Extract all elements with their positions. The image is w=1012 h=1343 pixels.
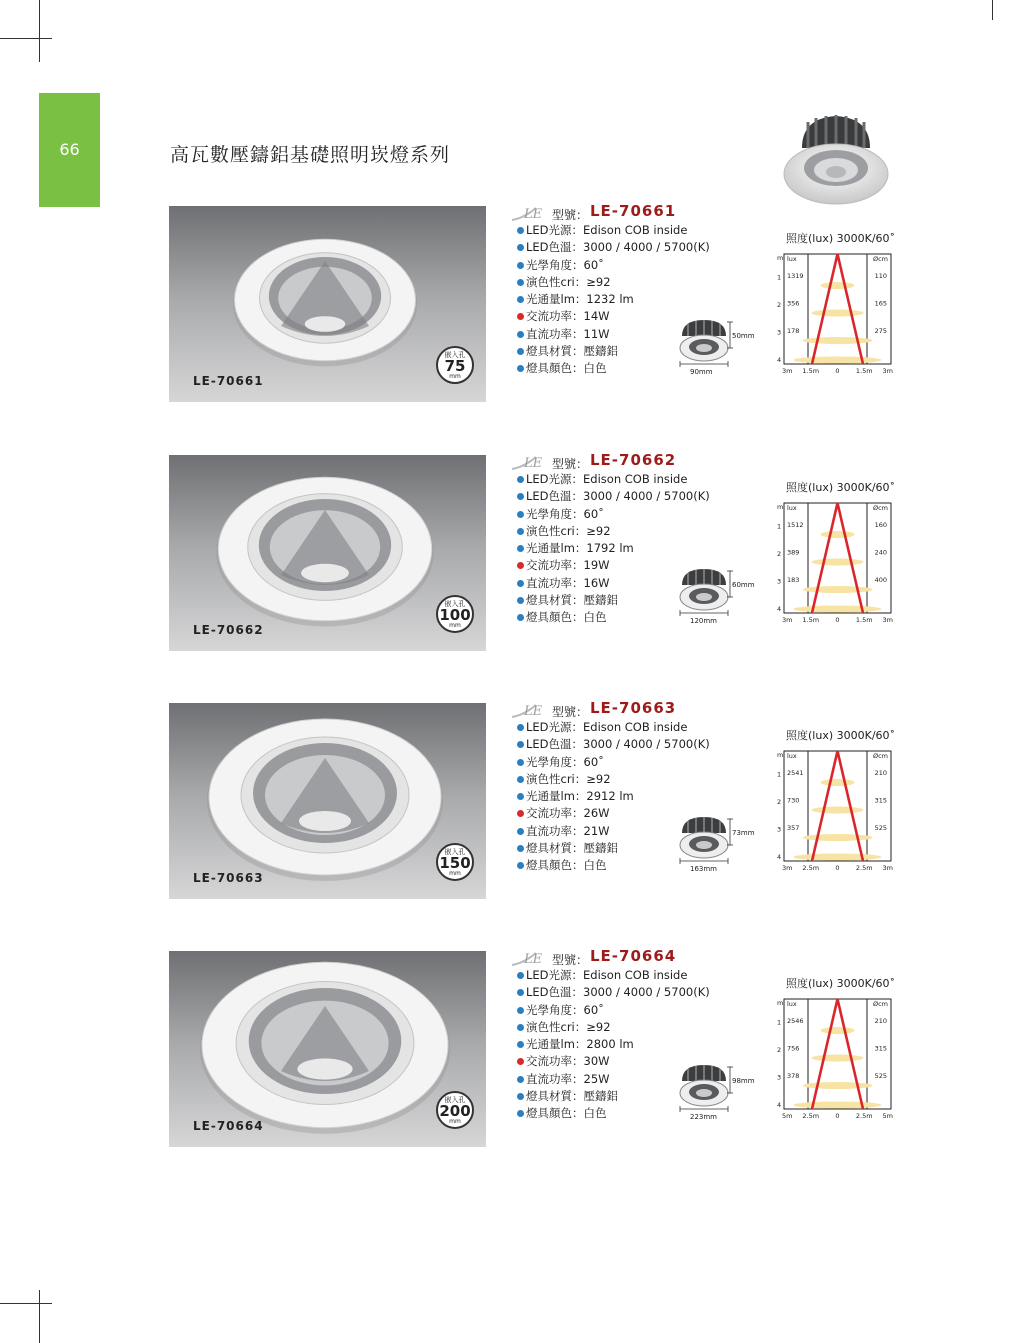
- product-card: [0, 699, 1012, 903]
- y-tick-label: 4: [777, 1101, 782, 1109]
- le-logo-icon: [510, 947, 554, 969]
- light-band: [821, 779, 855, 786]
- dim-height: 98mm: [732, 1077, 755, 1085]
- photo-model-label: LE-70663: [193, 871, 264, 885]
- x-tick-label: 2.5m: [802, 1112, 820, 1120]
- lux-value: 378: [787, 1071, 800, 1080]
- cutout-size-badge: [436, 595, 474, 633]
- illuminance-chart-title: 照度(lux) 3000K/60˚: [786, 729, 896, 742]
- svg-text:LE: LE: [524, 952, 543, 967]
- lux-value: 1319: [787, 271, 804, 280]
- chart-frame: [784, 254, 891, 364]
- bullet-icon: [517, 1093, 524, 1100]
- bullet-icon: [517, 1076, 524, 1083]
- spec-cri: 演色性cri：≥92: [517, 771, 710, 788]
- spec-lumen: 光通量lm：2800 lm: [517, 1036, 710, 1053]
- le-logo-icon: [510, 699, 554, 721]
- photo-model-label: LE-70661: [193, 374, 264, 388]
- bullet-icon: [517, 597, 524, 604]
- bullet-icon: [517, 972, 524, 979]
- y-tick-label: 1: [777, 522, 782, 531]
- x-tick-label: 5m: [882, 1112, 893, 1120]
- cutout-size-badge: [436, 843, 474, 881]
- crop-mark-bottom-left-h: [0, 1303, 52, 1304]
- cutout-size: 150: [439, 854, 471, 872]
- y-tick-label: 3: [777, 328, 782, 337]
- y-tick-label: 4: [777, 853, 782, 861]
- product-photo: [169, 703, 486, 899]
- y-tick-label: 3: [777, 1073, 782, 1082]
- bullet-icon: [517, 365, 524, 372]
- y-tick-label: 2: [777, 301, 782, 309]
- product-card: [0, 451, 1012, 655]
- spec-source: LED光源：Edison COB inside: [517, 222, 710, 239]
- bullet-icon: [517, 614, 524, 621]
- y-tick-label: 1: [777, 273, 782, 282]
- illuminance-chart-title: 照度(lux) 3000K/60˚: [786, 977, 896, 990]
- x-tick-label: 3m: [882, 864, 893, 872]
- bullet-icon: [517, 1024, 524, 1031]
- y-unit-label: m: [777, 999, 784, 1007]
- cutout-unit: mm: [449, 1118, 461, 1125]
- dim-width: 163mm: [690, 865, 717, 873]
- y-tick-label: 4: [777, 356, 782, 364]
- spec-cri: 演色性cri：≥92: [517, 1019, 710, 1036]
- light-band: [812, 310, 864, 317]
- bullet-icon: [517, 476, 524, 483]
- bullet-icon: [517, 348, 524, 355]
- spec-ac-power: 交流功率：14W: [517, 308, 710, 325]
- light-band: [821, 1027, 855, 1034]
- cutout-size: 75: [444, 357, 466, 375]
- lux-header: lux: [787, 504, 797, 512]
- x-tick-label: 0: [835, 864, 840, 872]
- cutout-size-badge: [436, 1091, 474, 1129]
- lux-value: 756: [787, 1044, 800, 1053]
- svg-text:LE: LE: [524, 456, 543, 471]
- x-tick-label: 3m: [782, 616, 793, 624]
- product-card: [0, 202, 1012, 406]
- spec-cct: LED色溫：3000 / 4000 / 5700(K): [517, 984, 710, 1001]
- diameter-value: 525: [874, 1071, 887, 1080]
- y-tick-label: 1: [777, 770, 782, 779]
- bullet-icon: [517, 511, 524, 518]
- spec-source: LED光源：Edison COB inside: [517, 967, 710, 984]
- spec-color: 燈具顏色：白色: [517, 857, 710, 874]
- lux-header: lux: [787, 752, 797, 760]
- x-tick-label: 3m: [782, 864, 793, 872]
- cutout-label: 嵌入孔: [444, 351, 466, 359]
- x-tick-label: 1.5m: [802, 616, 820, 624]
- diameter-value: 165: [874, 299, 887, 308]
- x-tick-label: 2.5m: [855, 1112, 873, 1120]
- light-band: [803, 337, 873, 344]
- bullet-icon: [517, 1041, 524, 1048]
- product-photo: [169, 951, 486, 1147]
- spec-material: 燈具材質：壓鑄鋁: [517, 840, 710, 857]
- cutout-unit: mm: [449, 870, 461, 877]
- spec-ac-power: 交流功率：26W: [517, 805, 710, 822]
- illuminance-chart-title: 照度(lux) 3000K/60˚: [786, 232, 896, 245]
- dimension-drawing: [676, 567, 766, 627]
- crop-mark-top-right-v: [992, 0, 993, 20]
- light-band: [812, 807, 864, 814]
- lux-value: 183: [787, 575, 800, 584]
- spec-cri: 演色性cri：≥92: [517, 274, 710, 291]
- bullet-icon: [517, 759, 524, 766]
- diameter-value: 275: [874, 326, 887, 335]
- spec-dc-power: 直流功率：16W: [517, 575, 710, 592]
- dim-width: 223mm: [690, 1113, 717, 1121]
- lux-header: lux: [787, 255, 797, 263]
- spec-color: 燈具顏色：白色: [517, 609, 710, 626]
- x-tick-label: 0: [835, 616, 840, 624]
- x-tick-label: 1.5m: [855, 616, 873, 624]
- bullet-icon: [517, 580, 524, 587]
- model-label: 型號：: [552, 953, 589, 967]
- product-hero-photo: [780, 108, 892, 208]
- light-band: [812, 559, 864, 566]
- bullet-icon: [517, 331, 524, 338]
- model-label: 型號：: [552, 457, 589, 471]
- cutout-size: 100: [439, 606, 471, 624]
- spec-material: 燈具材質：壓鑄鋁: [517, 592, 710, 609]
- spec-dc-power: 直流功率：21W: [517, 823, 710, 840]
- bullet-icon: [517, 724, 524, 731]
- chart-frame: [784, 999, 891, 1109]
- spec-cct: LED色溫：3000 / 4000 / 5700(K): [517, 736, 710, 753]
- dim-height: 50mm: [732, 332, 755, 340]
- x-tick-label: 0: [835, 367, 840, 375]
- y-tick-label: 1: [777, 1018, 782, 1027]
- spec-angle: 光學角度：60˚: [517, 506, 710, 523]
- illuminance-chart: [775, 743, 901, 875]
- bullet-icon: [517, 528, 524, 535]
- bullet-red-icon: [517, 1058, 524, 1065]
- model-label: 型號：: [552, 208, 589, 222]
- bullet-icon: [517, 862, 524, 869]
- light-band: [794, 854, 882, 861]
- spec-material: 燈具材質：壓鑄鋁: [517, 343, 710, 360]
- spec-material: 燈具材質：壓鑄鋁: [517, 1088, 710, 1105]
- model-code: LE-70663: [590, 699, 677, 717]
- illuminance-chart: [775, 495, 901, 627]
- y-tick-label: 3: [777, 577, 782, 586]
- illuminance-chart: [775, 246, 901, 378]
- product-photo: [169, 455, 486, 651]
- y-tick-label: 3: [777, 825, 782, 834]
- dimension-drawing: [676, 815, 766, 875]
- x-tick-label: 3m: [782, 367, 793, 375]
- bullet-icon: [517, 1110, 524, 1117]
- light-band: [821, 531, 855, 538]
- diameter-value: 315: [874, 796, 887, 805]
- product-photo: [169, 206, 486, 402]
- bullet-red-icon: [517, 810, 524, 817]
- light-band: [803, 586, 873, 593]
- bullet-icon: [517, 793, 524, 800]
- diameter-header: Øcm: [872, 1000, 888, 1008]
- bullet-icon: [517, 227, 524, 234]
- page-number: 66: [59, 140, 80, 159]
- diameter-value: 400: [874, 575, 887, 584]
- bullet-icon: [517, 493, 524, 500]
- x-tick-label: 2.5m: [802, 864, 820, 872]
- x-tick-label: 2.5m: [855, 864, 873, 872]
- light-band: [821, 282, 855, 289]
- le-logo-icon: [510, 451, 554, 473]
- spec-cct: LED色溫：3000 / 4000 / 5700(K): [517, 239, 710, 256]
- cutout-label: 嵌入孔: [444, 848, 466, 856]
- cutout-label: 嵌入孔: [444, 1096, 466, 1104]
- chart-frame: [784, 751, 891, 861]
- spec-source: LED光源：Edison COB inside: [517, 471, 710, 488]
- model-label: 型號：: [552, 705, 589, 719]
- diameter-header: Øcm: [872, 752, 888, 760]
- bullet-icon: [517, 741, 524, 748]
- dim-height: 60mm: [732, 581, 755, 589]
- light-band: [803, 834, 873, 841]
- dim-width: 120mm: [690, 617, 717, 625]
- diameter-value: 525: [874, 823, 887, 832]
- y-tick-label: 2: [777, 1046, 782, 1054]
- x-tick-label: 1.5m: [855, 367, 873, 375]
- bullet-icon: [517, 845, 524, 852]
- spec-lumen: 光通量lm：1792 lm: [517, 540, 710, 557]
- cutout-size-badge: [436, 346, 474, 384]
- spec-angle: 光學角度：60˚: [517, 1002, 710, 1019]
- svg-text:LE: LE: [524, 207, 543, 222]
- bullet-icon: [517, 545, 524, 552]
- bullet-icon: [517, 279, 524, 286]
- svg-text:LE: LE: [524, 704, 543, 719]
- spec-color: 燈具顏色：白色: [517, 1105, 710, 1122]
- cutout-unit: mm: [449, 373, 461, 380]
- lux-value: 2546: [787, 1016, 804, 1025]
- bullet-icon: [517, 296, 524, 303]
- diameter-header: Øcm: [872, 504, 888, 512]
- dim-height: 73mm: [732, 829, 755, 837]
- spec-lumen: 光通量lm：2912 lm: [517, 788, 710, 805]
- bullet-icon: [517, 989, 524, 996]
- spec-color: 燈具顏色：白色: [517, 360, 710, 377]
- photo-model-label: LE-70662: [193, 623, 264, 637]
- crop-mark-top-left-v: [39, 0, 40, 62]
- diameter-value: 210: [874, 1016, 887, 1025]
- illuminance-chart: [775, 991, 901, 1123]
- product-card: [0, 947, 1012, 1151]
- diameter-value: 160: [874, 520, 887, 529]
- lux-value: 356: [787, 299, 800, 308]
- spec-angle: 光學角度：60˚: [517, 257, 710, 274]
- lux-value: 2541: [787, 768, 804, 777]
- bullet-icon: [517, 244, 524, 251]
- spec-source: LED光源：Edison COB inside: [517, 719, 710, 736]
- bullet-red-icon: [517, 313, 524, 320]
- dim-width: 90mm: [690, 368, 713, 376]
- y-tick-label: 4: [777, 605, 782, 613]
- x-tick-label: 3m: [882, 367, 893, 375]
- cutout-unit: mm: [449, 622, 461, 629]
- x-tick-label: 1.5m: [802, 367, 820, 375]
- y-unit-label: m: [777, 254, 784, 262]
- model-code: LE-70664: [590, 947, 677, 965]
- cutout-label: 嵌入孔: [444, 600, 466, 608]
- light-band: [812, 1055, 864, 1062]
- crop-mark-bottom-left-v: [39, 1290, 40, 1343]
- spec-ac-power: 交流功率：19W: [517, 557, 710, 574]
- dimension-drawing: [676, 318, 766, 378]
- spec-ac-power: 交流功率：30W: [517, 1053, 710, 1070]
- page-number-tab: [39, 93, 100, 207]
- light-band: [794, 357, 882, 364]
- spec-angle: 光學角度：60˚: [517, 754, 710, 771]
- page-title: 高瓦數壓鑄鋁基礎照明崁燈系列: [170, 144, 451, 166]
- spec-cri: 演色性cri：≥92: [517, 523, 710, 540]
- bullet-icon: [517, 262, 524, 269]
- light-band: [794, 1102, 882, 1109]
- light-band: [803, 1082, 873, 1089]
- model-code: LE-70661: [590, 202, 677, 220]
- diameter-value: 315: [874, 1044, 887, 1053]
- diameter-value: 110: [874, 271, 887, 280]
- lux-value: 357: [787, 823, 800, 832]
- diameter-header: Øcm: [872, 255, 888, 263]
- bullet-red-icon: [517, 562, 524, 569]
- x-tick-label: 5m: [782, 1112, 793, 1120]
- dimension-drawing: [676, 1063, 766, 1123]
- diameter-value: 240: [874, 548, 887, 557]
- bullet-icon: [517, 828, 524, 835]
- model-code: LE-70662: [590, 451, 677, 469]
- illuminance-chart-title: 照度(lux) 3000K/60˚: [786, 481, 896, 494]
- x-tick-label: 3m: [882, 616, 893, 624]
- spec-cct: LED色溫：3000 / 4000 / 5700(K): [517, 488, 710, 505]
- chart-frame: [784, 503, 891, 613]
- bullet-icon: [517, 776, 524, 783]
- diameter-value: 210: [874, 768, 887, 777]
- light-band: [794, 606, 882, 613]
- bullet-icon: [517, 1007, 524, 1014]
- y-tick-label: 2: [777, 550, 782, 558]
- lux-value: 389: [787, 548, 800, 557]
- y-unit-label: m: [777, 751, 784, 759]
- x-tick-label: 0: [835, 1112, 840, 1120]
- spec-dc-power: 直流功率：11W: [517, 326, 710, 343]
- y-tick-label: 2: [777, 798, 782, 806]
- cutout-size: 200: [439, 1102, 471, 1120]
- le-logo-icon: [510, 202, 554, 224]
- crop-mark-top-left-h: [0, 38, 52, 39]
- lux-header: lux: [787, 1000, 797, 1008]
- lux-value: 730: [787, 796, 800, 805]
- photo-model-label: LE-70664: [193, 1119, 264, 1133]
- lux-value: 178: [787, 326, 800, 335]
- spec-lumen: 光通量lm：1232 lm: [517, 291, 710, 308]
- spec-dc-power: 直流功率：25W: [517, 1071, 710, 1088]
- lux-value: 1512: [787, 520, 804, 529]
- y-unit-label: m: [777, 503, 784, 511]
